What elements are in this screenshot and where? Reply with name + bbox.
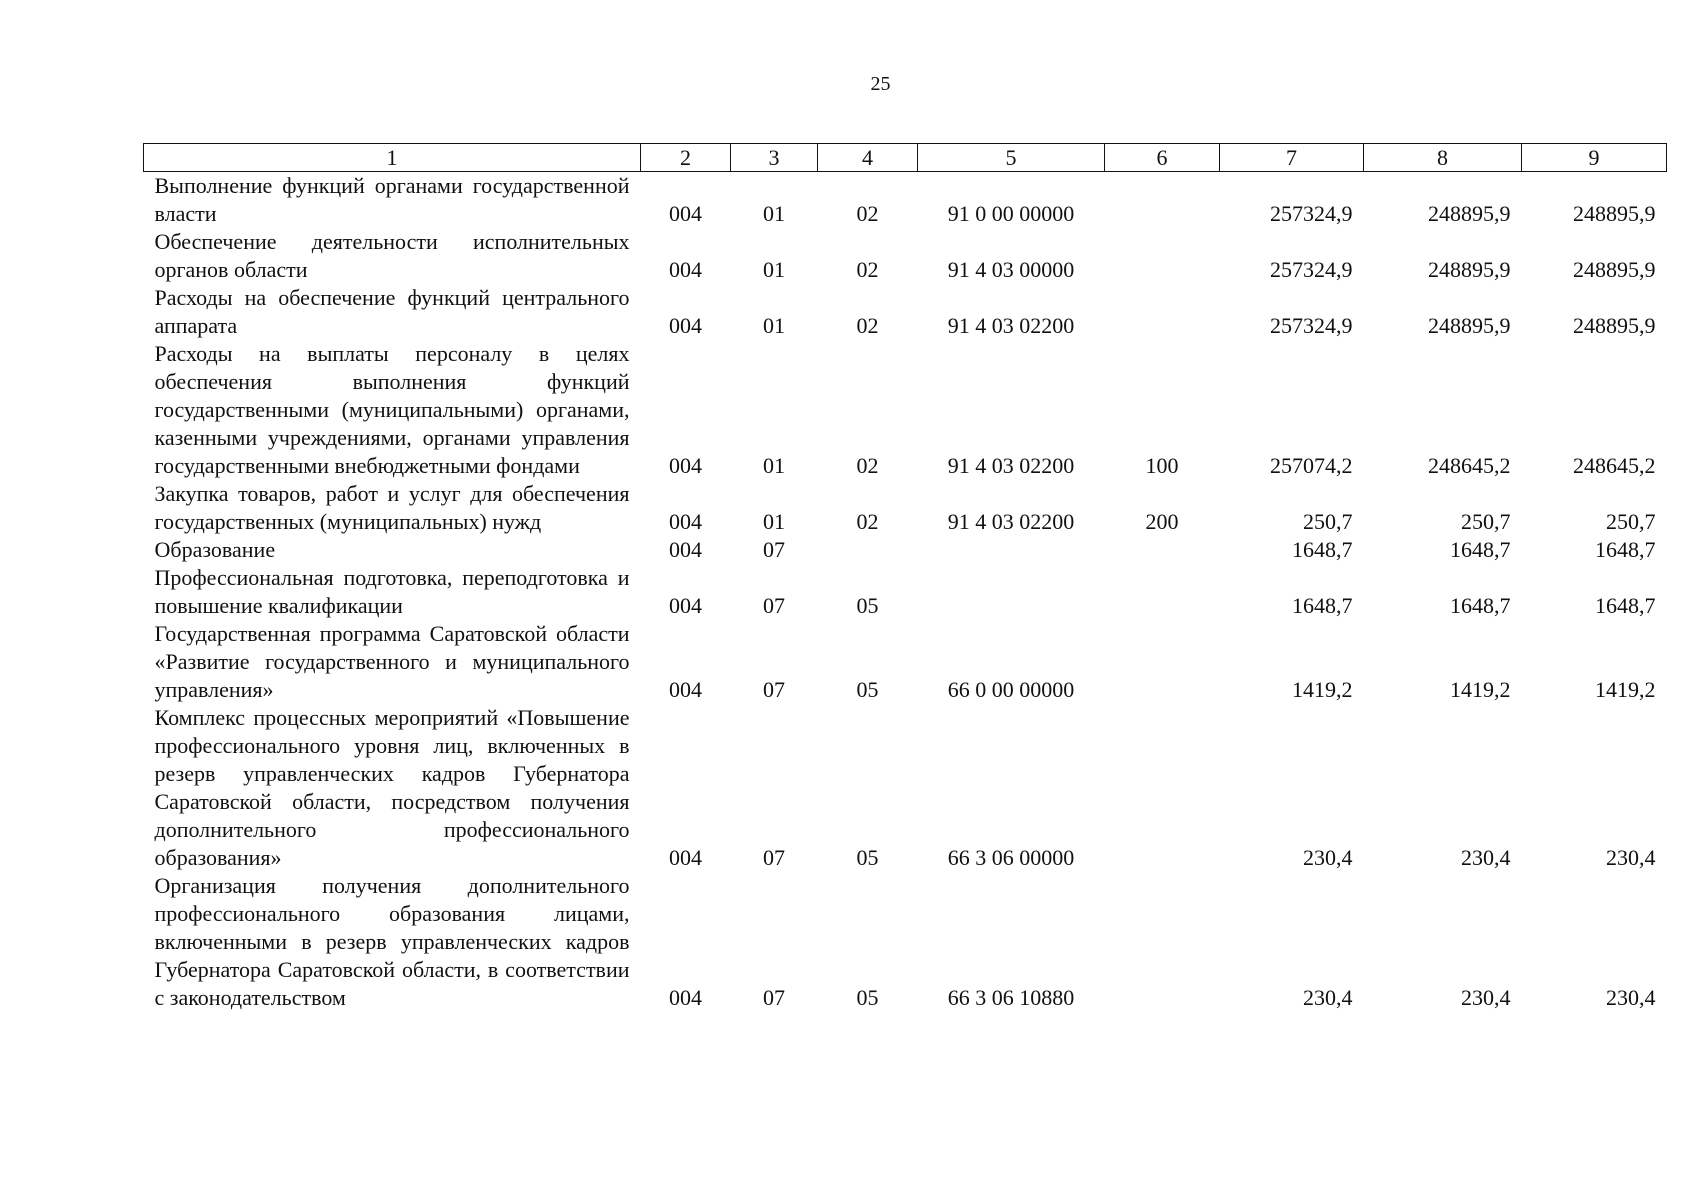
amount-col7-cell: 257324,9 [1270, 313, 1353, 338]
amount-col8-cell: 248895,9 [1428, 313, 1511, 338]
table-row [144, 480, 1667, 536]
target-article-cell: 66 0 00 00000 [947, 677, 1075, 702]
section-cell: 07 [763, 985, 785, 1010]
amount-col9-cell: 248895,9 [1573, 257, 1656, 282]
amount-col9-cell: 1419,2 [1595, 677, 1656, 702]
row-name-cell: Комплекс процессных мероприятий «Повышение профессионального уровня лиц, включенных в резерв управленческих кадров Губернатора Саратовской области, посредством получения дополнительного профессионального образования» [154, 705, 630, 870]
row-name-cell: Расходы на выплаты персоналу в целях обеспечения выполнения функций государственными (муниципальными) органами, казенными учреждениями, органами управления государственными внебюджетными фондами [154, 341, 630, 478]
target-article-cell [918, 564, 1105, 620]
subsection-cell: 05 [856, 677, 879, 702]
table-row [144, 620, 1667, 704]
subsection-cell: 05 [856, 593, 879, 618]
column-header: 9 [1522, 144, 1667, 172]
subsection-cell: 02 [856, 453, 879, 478]
amount-col9-cell: 230,4 [1606, 985, 1656, 1010]
target-article-cell: 91 4 03 02200 [947, 453, 1075, 478]
section-cell: 01 [763, 509, 785, 534]
target-article-cell: 91 4 03 02200 [947, 313, 1075, 338]
section-cell: 01 [763, 201, 785, 226]
amount-col8-cell: 248895,9 [1428, 201, 1511, 226]
column-header: 4 [818, 144, 918, 172]
budget-table [143, 143, 1667, 1012]
table-row [144, 704, 1667, 872]
amount-col9-cell: 1648,7 [1595, 537, 1656, 562]
amount-col7-cell: 1648,7 [1292, 593, 1353, 618]
subsection-cell: 02 [856, 313, 879, 338]
admin-code-cell: 004 [669, 257, 702, 282]
admin-code-cell: 004 [669, 313, 702, 338]
subsection-cell [818, 536, 918, 564]
section-cell: 01 [763, 453, 785, 478]
expense-type-cell [1105, 536, 1220, 564]
row-name-cell: Организация получения дополнительного профессионального образования лицами, включенными в резерв управленческих кадров Губернатора Саратовской области, в соответствии с законодательством [154, 873, 630, 1010]
target-article-cell: 66 3 06 10880 [947, 985, 1075, 1010]
amount-col8-cell: 248895,9 [1428, 257, 1511, 282]
subsection-cell: 02 [856, 509, 879, 534]
expense-type-cell [1105, 704, 1220, 872]
amount-col9-cell: 250,7 [1606, 509, 1656, 534]
amount-col7-cell: 1648,7 [1292, 537, 1353, 562]
table-row [144, 536, 1667, 564]
admin-code-cell: 004 [669, 509, 702, 534]
amount-col8-cell: 230,4 [1461, 985, 1511, 1010]
admin-code-cell: 004 [669, 453, 702, 478]
expense-type-cell [1105, 564, 1220, 620]
column-header: 1 [144, 144, 641, 172]
amount-col7-cell: 250,7 [1303, 509, 1353, 534]
amount-col7-cell: 257074,2 [1270, 453, 1353, 478]
admin-code-cell: 004 [669, 677, 702, 702]
target-article-cell [918, 536, 1105, 564]
row-name-cell: Закупка товаров, работ и услуг для обеспечения государственных (муниципальных) нужд [154, 481, 630, 534]
admin-code-cell: 004 [669, 845, 702, 870]
row-name-cell: Профессиональная подготовка, переподготовка и повышение квалификации [154, 565, 630, 618]
row-name-cell: Обеспечение деятельности исполнительных органов области [154, 229, 630, 282]
table-row [144, 564, 1667, 620]
expense-type-cell [1105, 872, 1220, 1012]
admin-code-cell: 004 [669, 201, 702, 226]
expense-type-cell [1105, 172, 1220, 229]
subsection-cell: 02 [856, 201, 879, 226]
column-header: 6 [1105, 144, 1220, 172]
amount-col7-cell: 1419,2 [1292, 677, 1353, 702]
amount-col7-cell: 257324,9 [1270, 201, 1353, 226]
column-header: 5 [918, 144, 1105, 172]
column-header: 2 [641, 144, 731, 172]
amount-col7-cell: 230,4 [1303, 985, 1353, 1010]
row-name-cell: Расходы на обеспечение функций центрального аппарата [154, 285, 630, 338]
expense-type-cell: 100 [1145, 453, 1179, 478]
amount-col8-cell: 1648,7 [1450, 593, 1511, 618]
table-row [144, 172, 1667, 229]
admin-code-cell: 004 [669, 985, 702, 1010]
amount-col9-cell: 1648,7 [1595, 593, 1656, 618]
amount-col7-cell: 230,4 [1303, 845, 1353, 870]
amount-col8-cell: 230,4 [1461, 845, 1511, 870]
amount-col8-cell: 250,7 [1461, 509, 1511, 534]
amount-col9-cell: 248895,9 [1573, 201, 1656, 226]
row-name-cell: Выполнение функций органами государственной власти [154, 173, 630, 226]
target-article-cell: 91 4 03 02200 [947, 509, 1075, 534]
amount-col8-cell: 1419,2 [1450, 677, 1511, 702]
table-row [144, 872, 1667, 1012]
amount-col9-cell: 230,4 [1606, 845, 1656, 870]
row-name-cell: Образование [154, 537, 276, 562]
amount-col9-cell: 248895,9 [1573, 313, 1656, 338]
target-article-cell: 91 0 00 00000 [947, 201, 1075, 226]
section-cell: 07 [763, 677, 785, 702]
page-number: 25 [870, 73, 891, 95]
subsection-cell: 05 [856, 985, 879, 1010]
table-row [144, 284, 1667, 340]
target-article-cell: 66 3 06 00000 [947, 845, 1075, 870]
amount-col9-cell: 248645,2 [1573, 453, 1656, 478]
row-name-cell: Государственная программа Саратовской области «Развитие государственного и муниципального управления» [154, 621, 630, 702]
admin-code-cell: 004 [669, 537, 702, 562]
header-row [144, 144, 1667, 172]
expense-type-cell [1105, 620, 1220, 704]
section-cell: 01 [763, 257, 785, 282]
table-row [144, 340, 1667, 480]
expense-type-cell [1105, 228, 1220, 284]
amount-col8-cell: 1648,7 [1450, 537, 1511, 562]
column-header: 7 [1220, 144, 1364, 172]
column-header: 3 [731, 144, 818, 172]
expense-type-cell [1105, 284, 1220, 340]
subsection-cell: 05 [856, 845, 879, 870]
section-cell: 07 [763, 845, 785, 870]
column-header: 8 [1364, 144, 1522, 172]
subsection-cell: 02 [856, 257, 879, 282]
amount-col8-cell: 248645,2 [1428, 453, 1511, 478]
section-cell: 07 [763, 537, 785, 562]
admin-code-cell: 004 [669, 593, 702, 618]
expense-type-cell: 200 [1145, 509, 1179, 534]
target-article-cell: 91 4 03 00000 [947, 257, 1075, 282]
section-cell: 07 [763, 593, 785, 618]
section-cell: 01 [763, 313, 785, 338]
table-body [144, 172, 1667, 1013]
table-row [144, 228, 1667, 284]
amount-col7-cell: 257324,9 [1270, 257, 1353, 282]
